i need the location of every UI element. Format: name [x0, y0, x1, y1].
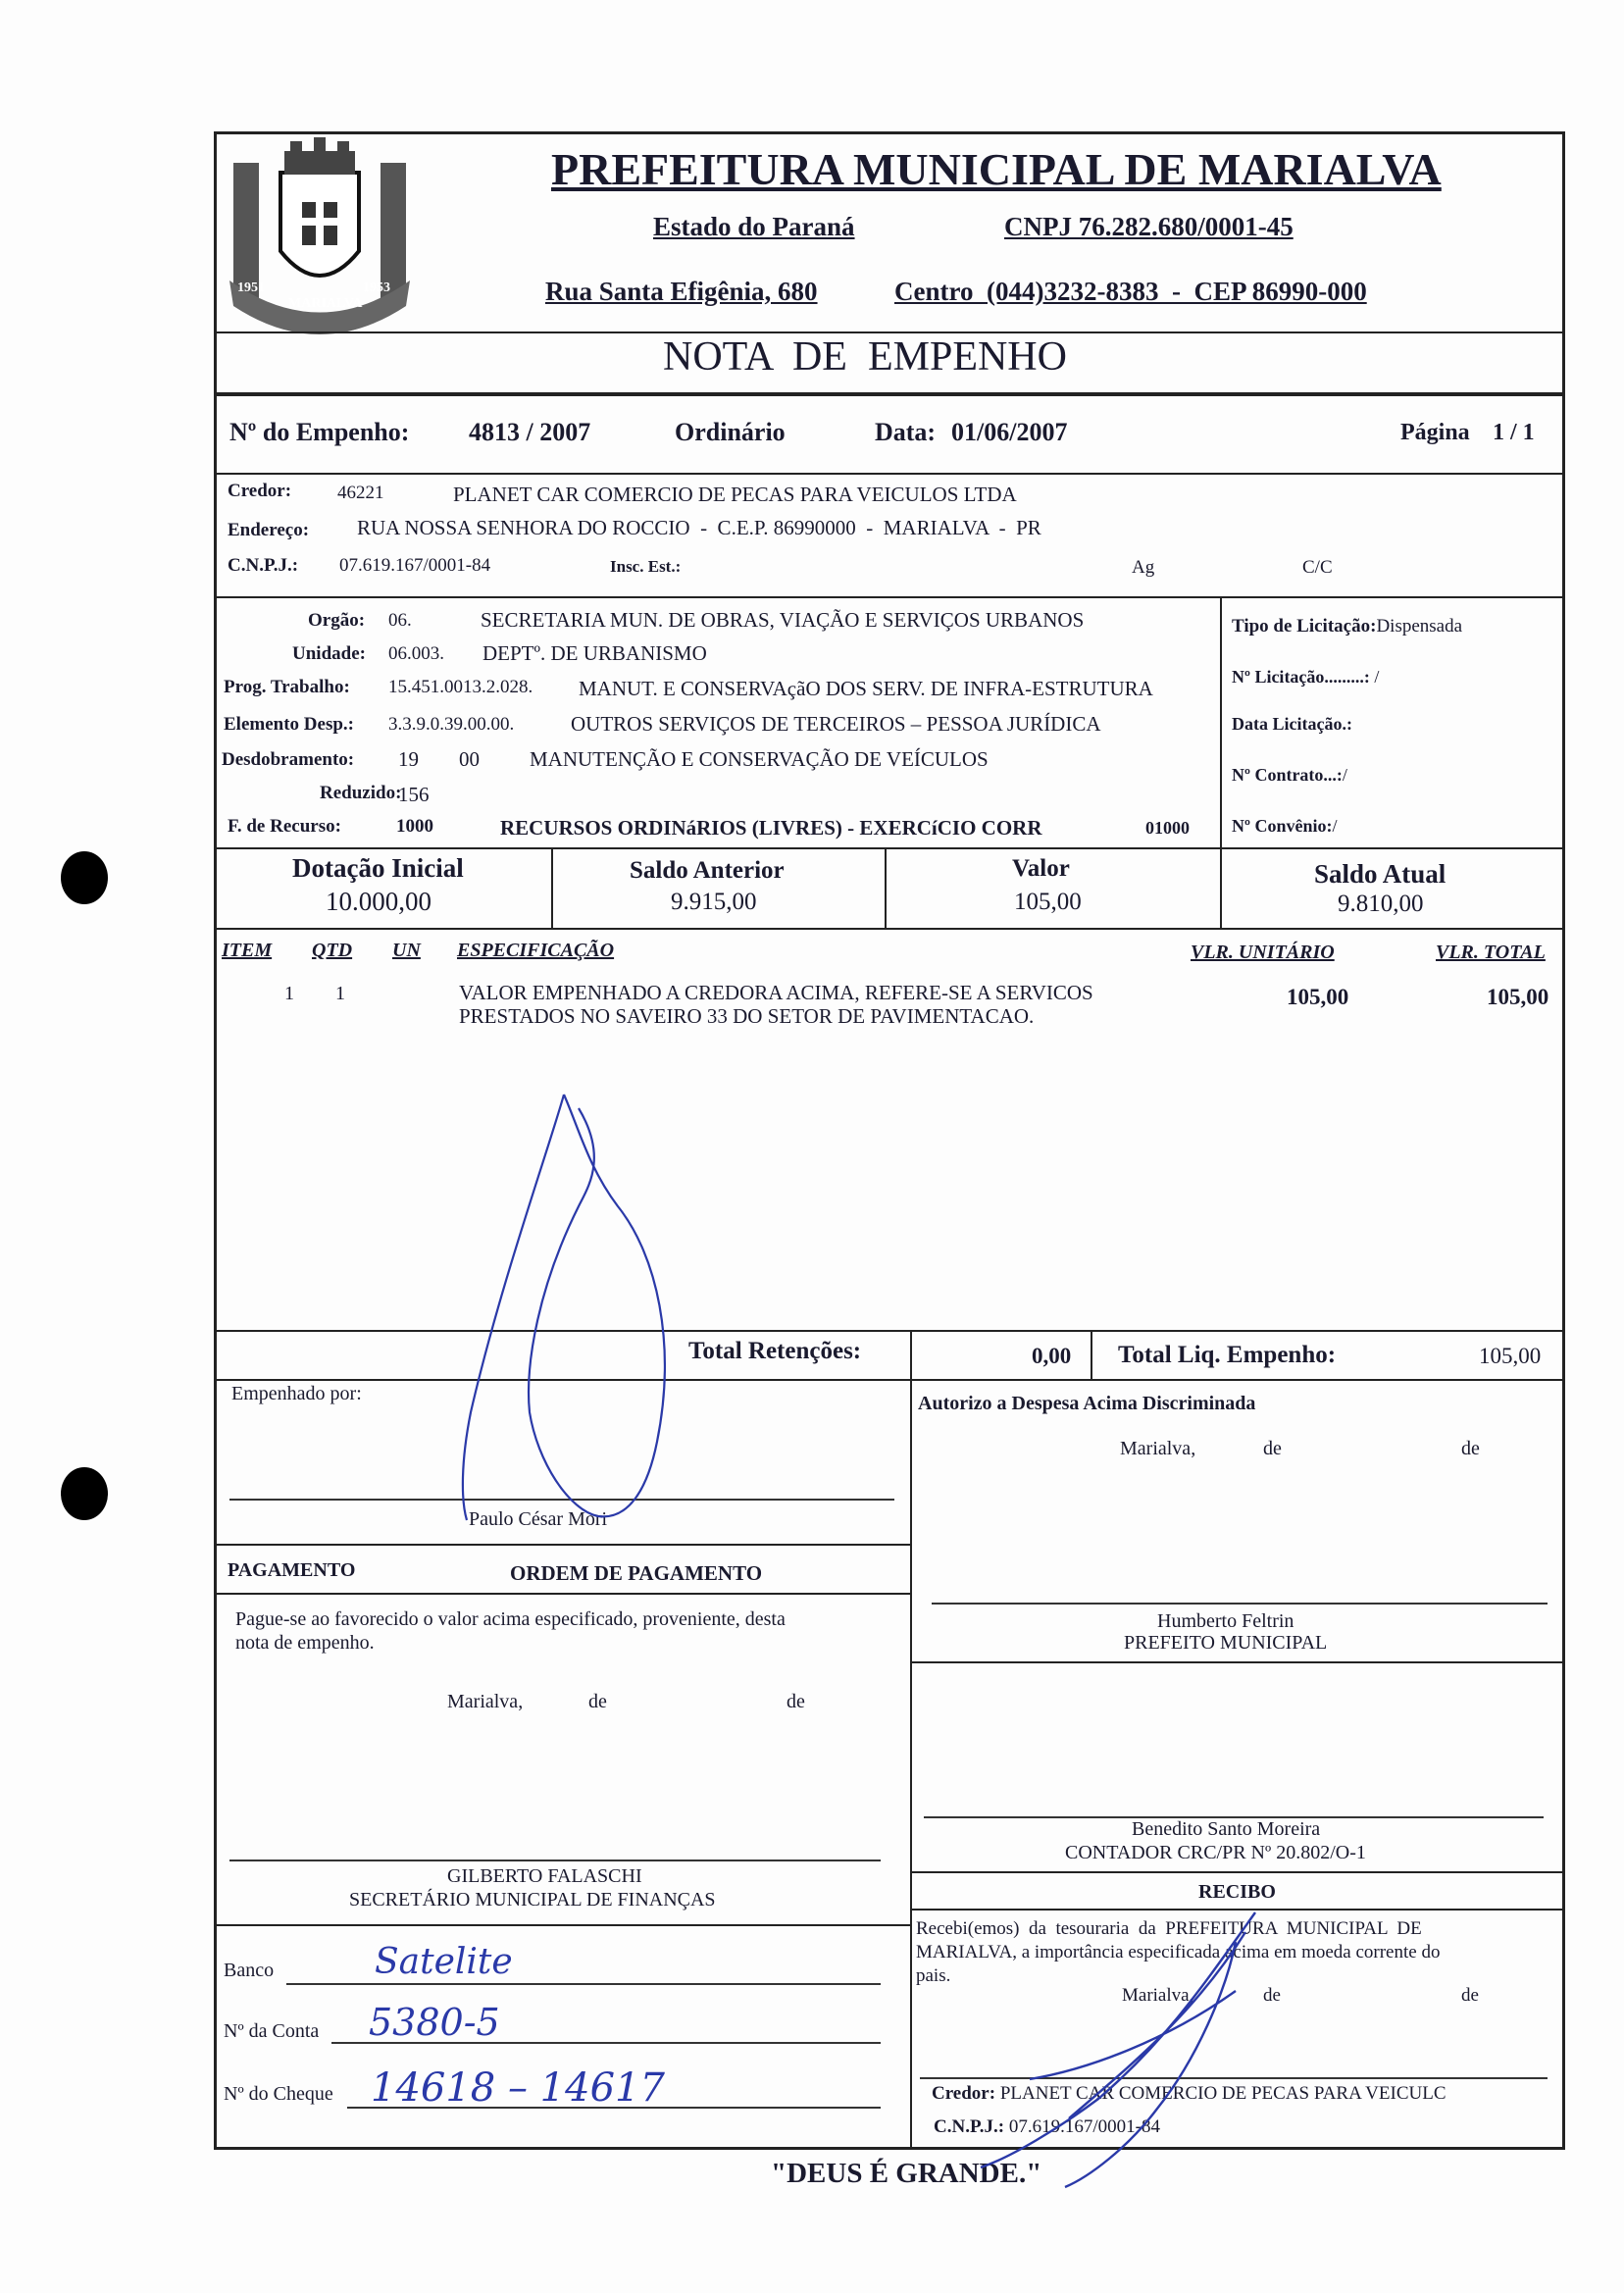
unidade-desc: DEPTº. DE URBANISMO	[482, 641, 707, 665]
recibo-cnpj: 07.619.167/0001-84	[1008, 2116, 1160, 2137]
recibo-cnpj-label: C.N.P.J.:	[934, 2116, 1005, 2137]
desdobramento-label: Desdobramento:	[222, 749, 355, 770]
item-especificacao-line1: VALOR EMPENHADO A CREDORA ACIMA, REFERE-SE A SERVICOS	[459, 981, 1093, 1004]
municipality-title: PREFEITURA MUNICIPAL DE MARIALVA	[551, 144, 1442, 194]
recibo-de2: de	[1461, 1985, 1479, 2006]
unidade-code: 06.003.	[388, 643, 444, 664]
cheque-label: Nº do Cheque	[224, 2083, 333, 2105]
page-label: Página	[1400, 420, 1470, 445]
total-liq-empenho-label: Total Liq. Empenho:	[1118, 1342, 1337, 1368]
saldo-atual-value: 9.810,00	[1338, 891, 1424, 917]
fonte-recurso-code2: 01000	[1145, 818, 1190, 838]
item-number: 1	[284, 983, 294, 1004]
valor-label: Valor	[1012, 855, 1070, 882]
col-header-item: ITEM	[222, 940, 273, 961]
empenho-date-label: Data:	[875, 418, 937, 446]
credor-code: 46221	[337, 483, 384, 503]
elemento-desp-label: Elemento Desp.:	[224, 714, 354, 735]
desdobramento-code1: 19	[398, 747, 419, 771]
col-header-especificacao: ESPECIFICAÇÃO	[457, 940, 615, 961]
municipality-cnpj: CNPJ 76.282.680/0001-45	[1004, 212, 1294, 241]
item-especificacao-line2: PRESTADOS NO SAVEIRO 33 DO SETOR DE PAVIMENTACAO.	[459, 1004, 1035, 1028]
conta-value: 5380-5	[369, 2001, 500, 2044]
footer-motto: "DEUS É GRANDE."	[771, 2158, 1042, 2189]
credor-insc-label: Insc. Est.:	[610, 557, 682, 576]
item-vlr-unitario: 105,00	[1287, 985, 1349, 1009]
recibo-city: Marialva,	[1122, 1985, 1194, 2006]
total-liq-empenho-value: 105,00	[1479, 1344, 1542, 1368]
empenho-date: 01/06/2007	[951, 418, 1068, 446]
saldo-atual-label: Saldo Atual	[1314, 859, 1446, 889]
prog-trabalho-code: 15.451.0013.2.028.	[388, 677, 533, 697]
col-header-vlr-unitario: VLR. UNITÁRIO	[1191, 942, 1335, 963]
prog-trabalho-label: Prog. Trabalho:	[224, 677, 350, 697]
banco-value: Satelite	[375, 1942, 513, 1982]
document-title: NOTA DE EMPENHO	[663, 334, 1067, 380]
credor-address: RUA NOSSA SENHORA DO ROCCIO - C.E.P. 86990000 - MARIALVA - PR	[357, 516, 1041, 539]
empenhado-por-name: Paulo César Mori	[469, 1508, 608, 1530]
state-name: Estado do Paraná	[653, 212, 855, 241]
secretario-name: GILBERTO FALASCHI	[447, 1865, 642, 1887]
municipal-crest-icon	[224, 133, 416, 335]
recibo-title: RECIBO	[1198, 1881, 1276, 1903]
signature-recibo	[971, 1903, 1265, 2197]
municipality-address: Rua Santa Efigênia, 680	[545, 277, 818, 306]
saldo-anterior-label: Saldo Anterior	[630, 857, 785, 884]
secretario-role: SECRETÁRIO MUNICIPAL DE FINANÇAS	[349, 1889, 716, 1911]
orgao-label: Orgão:	[308, 610, 366, 631]
saldo-anterior-value: 9.915,00	[671, 889, 757, 915]
pagamento-de2: de	[787, 1691, 805, 1712]
pagamento-label: PAGAMENTO	[228, 1559, 356, 1581]
contrato-label: Nº Contrato...:	[1232, 765, 1343, 785]
autorizo-de2: de	[1461, 1438, 1480, 1459]
num-licitacao-label: Nº Licitação.........:	[1232, 667, 1370, 687]
recibo-text-line3: pais.	[916, 1965, 951, 1986]
page-number: 1 / 1	[1493, 420, 1535, 445]
col-header-qtd: QTD	[312, 940, 353, 961]
unidade-label: Unidade:	[292, 643, 366, 664]
contador-role: CONTADOR CRC/PR Nº 20.802/O-1	[1065, 1842, 1366, 1863]
ordem-pagamento-title: ORDEM DE PAGAMENTO	[510, 1561, 763, 1585]
tipo-licitacao-label: Tipo de Licitação:	[1232, 616, 1377, 637]
crest-banner-text: MARIALVA	[288, 296, 363, 311]
autorizo-de1: de	[1263, 1438, 1282, 1459]
orgao-code: 06.	[388, 610, 412, 631]
col-header-un: UN	[392, 940, 421, 961]
desdobramento-code2: 00	[459, 747, 480, 771]
banco-label: Banco	[224, 1960, 275, 1981]
convenio-value: /	[1332, 816, 1338, 836]
item-qtd: 1	[335, 983, 345, 1004]
pagamento-de1: de	[588, 1691, 607, 1712]
elemento-desp-desc: OUTROS SERVIÇOS DE TERCEIROS – PESSOA JURÍDICA	[571, 712, 1101, 736]
punch-hole-bottom	[61, 1467, 108, 1520]
recibo-credor-label: Credor:	[932, 2083, 996, 2104]
prog-trabalho-desc: MANUT. E CONSERVAçãO DOS SERV. DE INFRA-ESTRUTURA	[579, 677, 1153, 700]
reduzido-code: 156	[398, 783, 430, 806]
credor-label: Credor:	[228, 481, 292, 501]
reduzido-label: Reduzido:	[320, 783, 402, 803]
credor-cc-label: C/C	[1302, 557, 1333, 578]
recibo-text-line1: Recebi(emos) da tesouraria da PREFEITURA MUNICIPAL DE	[916, 1918, 1422, 1939]
credor-cnpj-label: C.N.P.J.:	[228, 555, 299, 576]
cheque-value: 14618 – 14617	[371, 2065, 665, 2111]
empenho-type: Ordinário	[675, 418, 786, 446]
contrato-value: /	[1342, 765, 1347, 785]
municipality-contact: Centro (044)3232-8383 - CEP 86990-000	[894, 277, 1367, 306]
prefeito-role: PREFEITO MUNICIPAL	[1124, 1632, 1328, 1654]
item-vlr-total: 105,00	[1487, 985, 1549, 1009]
prefeito-name: Humberto Feltrin	[1157, 1610, 1294, 1632]
empenhado-por-label: Empenhado por:	[231, 1383, 362, 1404]
autorizo-city: Marialva,	[1120, 1438, 1196, 1459]
credor-address-label: Endereço:	[228, 520, 310, 540]
crest-year-right: 1953	[363, 280, 390, 295]
num-licitacao-value: /	[1374, 667, 1380, 687]
punch-hole-top	[61, 851, 108, 904]
data-licitacao-label: Data Licitação.:	[1232, 714, 1352, 734]
empenho-number: 4813 / 2007	[469, 418, 591, 446]
desdobramento-desc: MANUTENÇÃO E CONSERVAÇÃO DE VEÍCULOS	[530, 747, 989, 771]
conta-label: Nº da Conta	[224, 2020, 320, 2042]
pagamento-city: Marialva,	[447, 1691, 524, 1712]
tipo-licitacao-value: Dispensada	[1376, 616, 1463, 637]
col-header-vlr-total: VLR. TOTAL	[1436, 942, 1546, 963]
dotacao-inicial-value: 10.000,00	[326, 887, 431, 916]
total-retencoes-label: Total Retenções:	[688, 1338, 862, 1364]
credor-cnpj: 07.619.167/0001-84	[339, 555, 491, 576]
recibo-credor-name: PLANET CAR COMERCIO DE PECAS PARA VEICULC	[999, 2083, 1446, 2104]
contador-name: Benedito Santo Moreira	[1132, 1818, 1321, 1840]
autorizo-label: Autorizo a Despesa Acima Discriminada	[918, 1393, 1256, 1414]
fonte-recurso-label: F. de Recurso:	[228, 816, 341, 837]
credor-name: PLANET CAR COMERCIO DE PECAS PARA VEICULOS LTDA	[453, 483, 1017, 506]
total-retencoes-value: 0,00	[1032, 1344, 1072, 1368]
pagamento-text-line1: Pague-se ao favorecido o valor acima especificado, proveniente, desta	[235, 1608, 786, 1630]
convenio-label: Nº Convênio:	[1232, 816, 1333, 836]
orgao-desc: SECRETARIA MUN. DE OBRAS, VIAÇÃO E SERVIÇOS URBANOS	[481, 608, 1085, 632]
empenho-number-label: Nº do Empenho:	[229, 418, 410, 446]
signature-empenhado	[431, 1089, 686, 1540]
valor-value: 105,00	[1014, 889, 1082, 915]
credor-ag-label: Ag	[1132, 557, 1155, 578]
pagamento-text-line2: nota de empenho.	[235, 1632, 375, 1654]
recibo-de1: de	[1263, 1985, 1281, 2006]
crest-year-left: 1951	[237, 280, 265, 295]
recibo-text-line2: MARIALVA, a importância especificada acima em moeda corrente do	[916, 1942, 1441, 1962]
fonte-recurso-code: 1000	[396, 816, 433, 837]
elemento-desp-code: 3.3.9.0.39.00.00.	[388, 714, 515, 735]
dotacao-inicial-label: Dotação Inicial	[292, 853, 464, 883]
fonte-recurso-desc: RECURSOS ORDINáRIOS (LIVRES) - EXERCíCIO CORR	[500, 816, 1042, 840]
